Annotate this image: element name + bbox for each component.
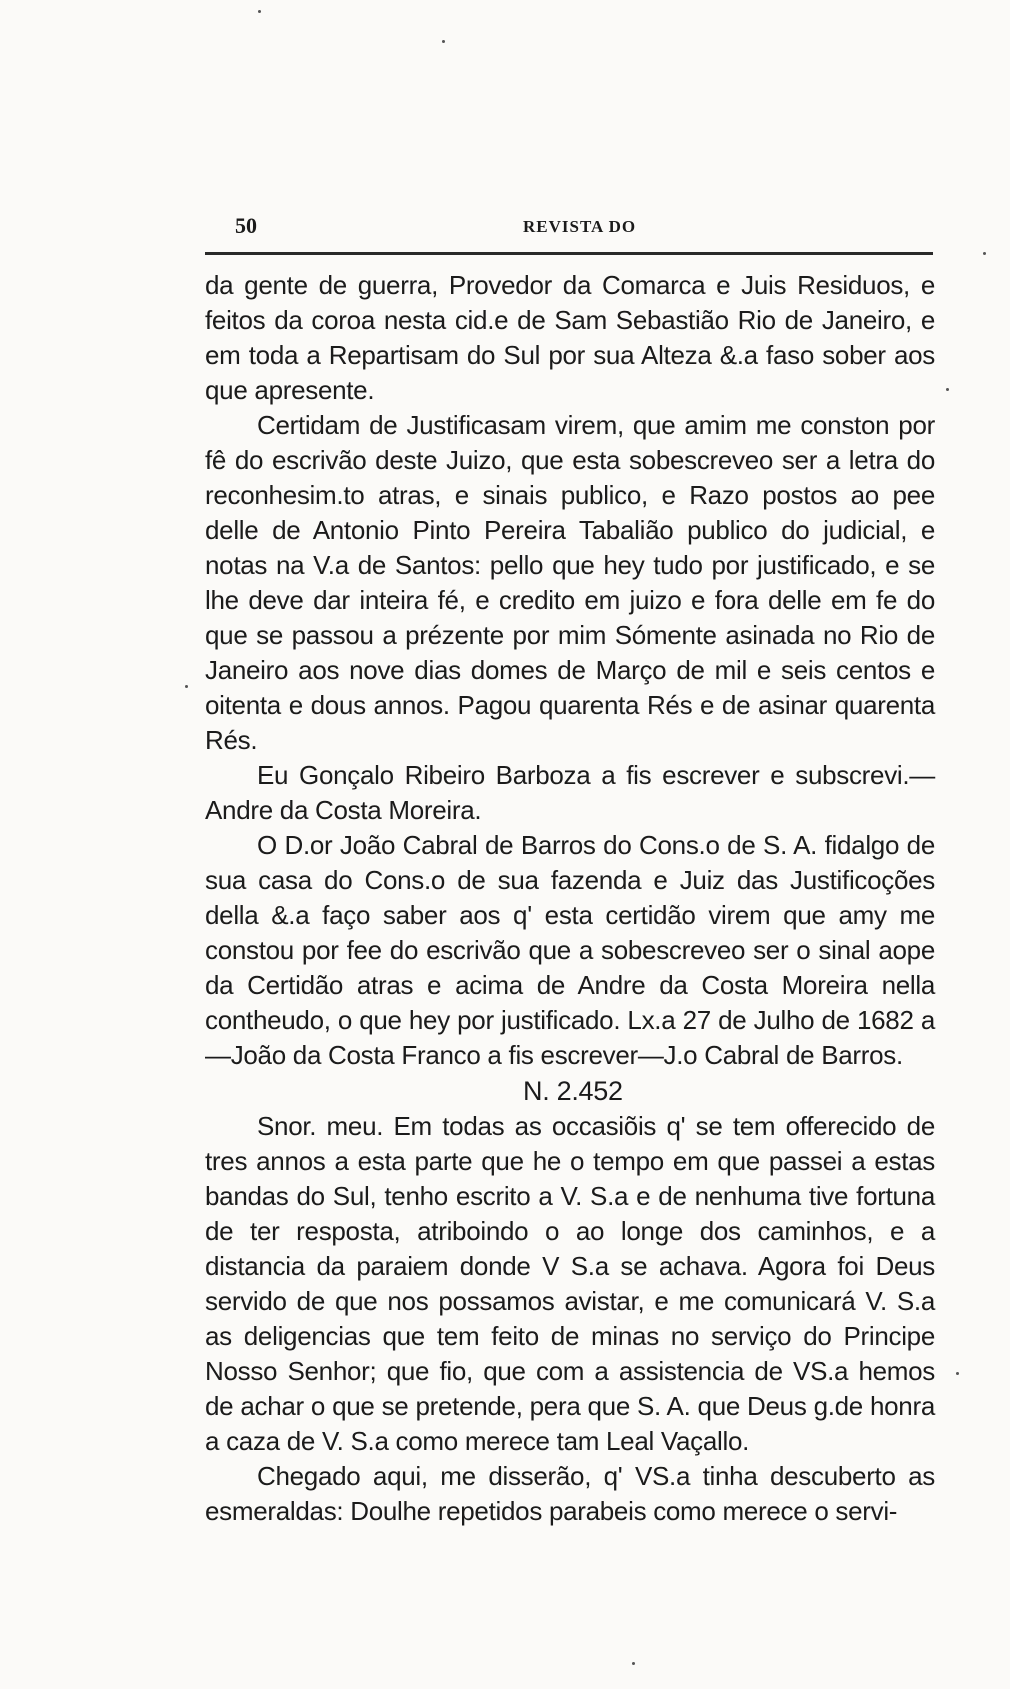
running-head: REVISTA DO [523,217,637,236]
paper-speck [185,685,188,688]
paragraph: O D.or João Cabral de Barros do Cons.o de S. A. fidalgo de sua casa do Cons.o de sua fazenda e Juiz das Justificoções della &.a faço saber aos q' esta certidão virem que amy me constou por fee do escrivão que a sobescreveo ser o sinal aope da Certidão atras e acima de Andre da Costa Moreira nella contheudo, o que hey por justificado. Lx.a 27 de Julho de 1682 a—João da Costa Franco a fis escrever—J.o Cabral de Barros. [205,830,935,1070]
header-rule [205,252,933,255]
paragraph: da gente de guerra, Provedor da Comarca e Juis Residuos, e feitos da coroa nesta cid.e de Sam Sebastião Rio de Janeiro, e em toda a Repartisam do Sul por sua Alteza &.a faso sober aos que apresente. [205,270,935,405]
paper-speck [258,10,261,13]
page-body [205,268,935,1529]
paragraph: Certidam de Justificasam virem, que amim me conston por fê do escrivão deste Juizo, que esta sobescreveo ser a letra do reconhesim.to atras, e sinais publico, e Razo postos ao pee delle de Antonio Pinto Pereira Tabalião publico do judicial, e notas na V.a de Santos: pello que hey tudo por justificado, e se lhe deve dar inteira fé, e credito em juizo e fora delle em fe do que se passou a prézente por mim Sómente asinada no Rio de Janeiro aos nove dias domes de Março de mil e seis centos e oitenta e dous annos. Pagou quarenta Rés e de asinar quarenta Rés. [205,410,935,755]
paragraph: Eu Gonçalo Ribeiro Barboza a fis escrever e subscrevi.— Andre da Costa Moreira. [205,760,935,825]
page-number: 50 [235,213,257,238]
paper-speck [442,40,445,43]
page-header [205,205,935,238]
paper-speck [956,1372,959,1375]
paper-speck [983,252,986,255]
paragraph: Chegado aqui, me disserão, q' VS.a tinha descuberto as esmeraldas: Doulhe repetidos parabeis como merece o servi- [205,1461,935,1526]
paper-speck [632,1662,635,1665]
paper-speck [946,388,949,391]
document-number: N. 2.452 [523,1076,623,1106]
paragraph: Snor. meu. Em todas as occasiõis q' se tem offerecido de tres annos a esta parte que he o tempo em que passei a estas bandas do Sul, tenho escrito a V. S.a e de nenhuma tive fortuna de ter resposta, atriboindo o ao longe dos caminhos, e a distancia da paraiem donde V S.a se achava. Agora foi Deus servido de que nos possamos avistar, e me comunicará V. S.a as deligencias que tem feito de minas no serviço do Principe Nosso Senhor; que fio, que com a assistencia de VS.a hemos de achar o que se pretende, pera que S. A. que Deus g.de honra a caza de V. S.a como merece tam Leal Vaçallo. [205,1111,935,1456]
